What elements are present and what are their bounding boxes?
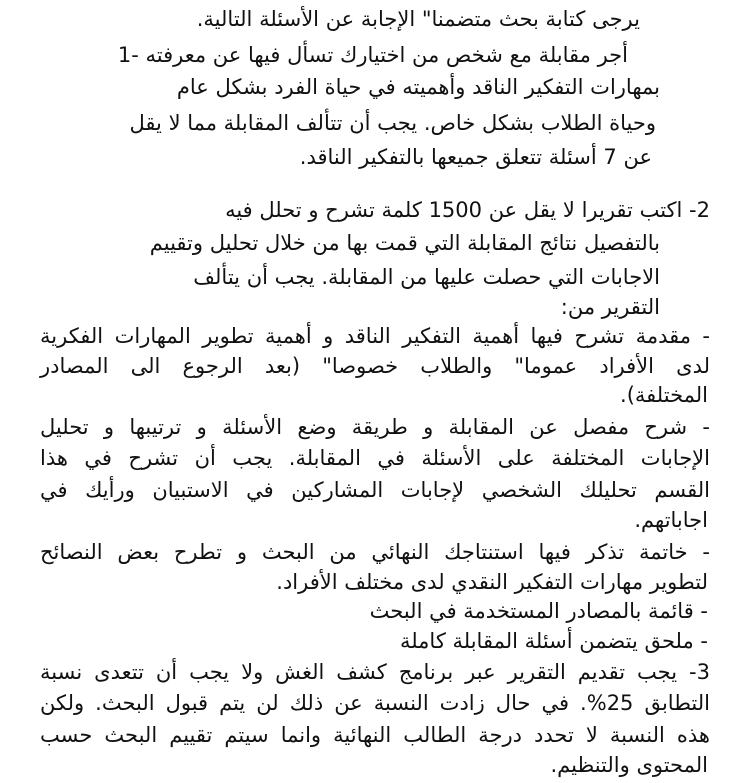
question-2-line-7: المختلفة). <box>620 383 708 407</box>
question-3-line-4: المحتوى والتنظيم. <box>550 753 708 777</box>
question-2-line-8: - شرح مفصل عن المقابلة و طريقة وضع الأسئلة و ترتيبها و تحليل <box>40 415 710 439</box>
question-3-line-3: هذه النسبة لا تحدد درجة الطالب النهائية وانما سيتم تقييم البحث حسب <box>40 723 710 747</box>
question-3-line-1: 3- يجب تقديم التقرير عبر برنامج كشف الغش ولا يجب أن تتعدى نسبة <box>40 660 710 684</box>
question-2-line-1: 2- اكتب تقريرا لا يقل عن 1500 كلمة تشرح و تحلل فيه <box>225 198 710 222</box>
question-1-line-3: وحياة الطلاب بشكل خاص. يجب أن تتألف المقابلة مما لا يقل <box>129 111 656 135</box>
question-2-line-2: بالتفصيل نتائج المقابلة التي قمت بها من خلال تحليل وتقييم <box>149 231 660 255</box>
intro-line: يرجى كتابة بحث متضمنا" الإجابة عن الأسئلة التالية. <box>196 7 640 31</box>
question-2-line-6: لدى الأفراد عموما" والطلاب خصوصا" (بعد الرجوع الى المصادر <box>40 354 710 378</box>
question-1-line-1: أجر مقابلة مع شخص من اختيارك تسأل فيها عن معرفته -1 <box>117 43 628 67</box>
question-3-line-2: التطابق 25%. في حال زادت النسبة عن ذلك لن يتم قبول البحث. ولكن <box>40 691 711 715</box>
question-2-line-5: - مقدمة تشرح فيها أهمية التفكير الناقد و أهمية تطوير المهارات الفكرية <box>40 324 710 348</box>
question-2-line-15: - ملحق يتضمن أسئلة المقابلة كاملة <box>399 629 708 653</box>
question-1-line-2: بمهارات التفكير الناقد وأهميته في حياة الفرد بشكل عام <box>176 75 660 99</box>
question-2-line-9: الإجابات المختلفة على الأسئلة في المقابلة. يجب أن تشرح في هذا <box>40 446 710 470</box>
question-2-line-11: اجاباتهم. <box>634 508 708 532</box>
question-1-line-4: عن 7 أسئلة تتعلق جميعها بالتفكير الناقد. <box>299 145 652 169</box>
question-2-line-3: الاجابات التي حصلت عليها من المقابلة. يجب أن يتألف <box>193 265 660 289</box>
question-2-line-13: لتطوير مهارات التفكير النقدي لدى مختلف الأفراد. <box>276 570 708 594</box>
question-2-line-12: - خاتمة تذكر فيها استنتاجك النهائي من البحث و تطرح بعض النصائح <box>40 540 710 564</box>
question-2-line-14: - قائمة بالمصادر المستخدمة في البحث <box>369 599 708 623</box>
question-2-line-4: التقرير من: <box>560 295 660 319</box>
question-2-line-10: القسم تحليلك الشخصي لإجابات المشاركين في الاستبيان ورأيك في <box>40 478 710 502</box>
